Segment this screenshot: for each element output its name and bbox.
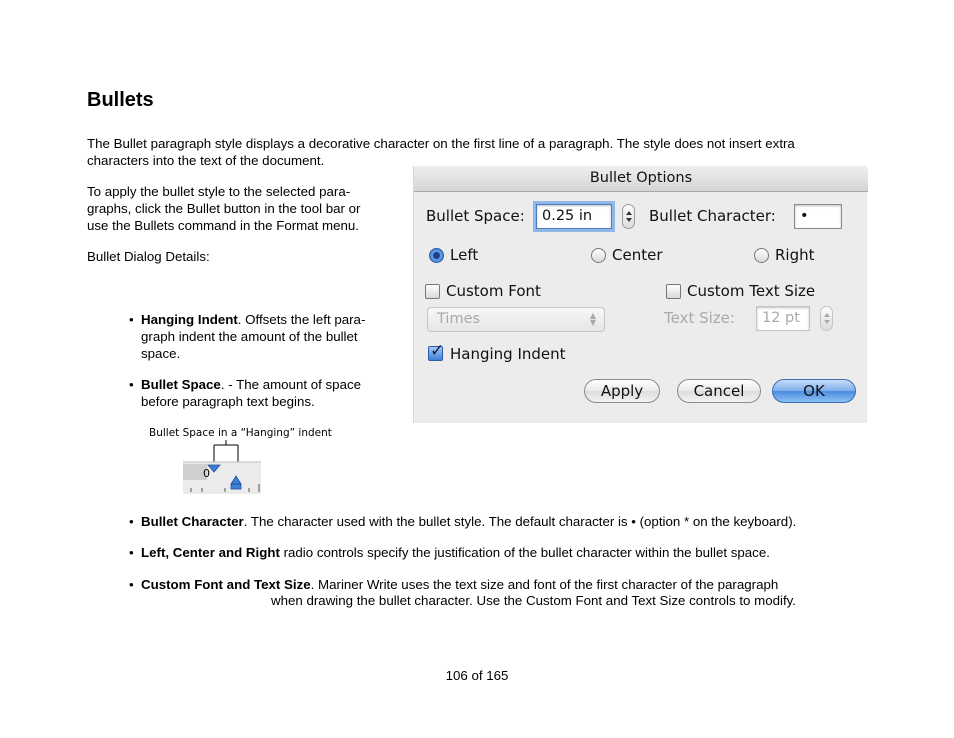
desc-line: radio controls specify the justification of the bullet character within the bullet space. [279, 545, 770, 560]
bullet-options-dialog [413, 166, 867, 423]
apply-line-2: graphs, click the Bullet button in the tool bar or [87, 201, 361, 216]
term: Left, Center and Right [141, 545, 280, 560]
radio-left[interactable] [429, 248, 444, 263]
text-size-input[interactable]: 12 pt [756, 306, 810, 331]
apply-line-1: To apply the bullet style to the selected para- [87, 184, 351, 199]
radio-center-label[interactable]: Center [612, 246, 663, 264]
bullet-character-input[interactable]: • [794, 204, 842, 229]
bullet-glyph: • [129, 312, 134, 327]
text-size-label: Text Size: [664, 309, 735, 327]
custom-font-label[interactable]: Custom Font [446, 282, 541, 300]
stepper-up-icon[interactable] [626, 211, 632, 215]
desc-line: . The character used with the bullet style. The default character is • (option * on the keyboard). [243, 514, 797, 529]
desc-line: . Mariner Write uses the text size and font of the first character of the paragraph [310, 577, 779, 592]
custom-text-size-checkbox[interactable] [666, 284, 681, 299]
apply-line-3: use the Bullets command in the Format menu. [87, 218, 359, 233]
stepper-down-icon[interactable] [824, 320, 830, 324]
custom-font-continuation: when drawing the bullet character. Use the Custom Font and Text Size controls to modify. [271, 593, 796, 608]
checkmark-icon: ✓ [430, 341, 445, 361]
stepper-down-icon[interactable] [626, 218, 632, 222]
intro-line-2: characters into the text of the document. [87, 153, 325, 168]
ruler-figure [183, 440, 263, 496]
cancel-button[interactable]: Cancel [677, 379, 761, 403]
bullet-glyph: • [129, 377, 134, 392]
bullet-glyph: • [129, 545, 134, 560]
intro-line-1: The Bullet paragraph style displays a decorative character on the first line of a paragraph. The style does not insert extra [87, 136, 795, 151]
bullet-space-input[interactable]: 0.25 in [536, 204, 612, 229]
radio-right-label[interactable]: Right [775, 246, 815, 264]
page-title: Bullets [87, 89, 154, 111]
left-indent-handle[interactable] [231, 484, 241, 489]
intro-paragraph [87, 135, 887, 169]
popup-arrows-icon: ▲ ▼ [589, 311, 596, 327]
bullet-space-stepper[interactable] [622, 204, 635, 229]
bullet-glyph: • [129, 577, 134, 592]
bullet-space-label: Bullet Space: [426, 207, 525, 225]
page-number: 106 of 165 [445, 668, 509, 683]
dialog-title[interactable]: Bullet Options [414, 166, 868, 192]
desc-line: . Offsets the left para- [237, 312, 366, 327]
apply-button[interactable]: Apply [584, 379, 660, 403]
ok-button[interactable]: OK [772, 379, 856, 403]
desc-line: before paragraph text begins. [141, 394, 315, 409]
ruler-zero: 0 [203, 467, 210, 480]
desc-line: graph indent the amount of the bullet [141, 329, 358, 344]
radio-right[interactable] [754, 248, 769, 263]
hanging-indent-label[interactable]: Hanging Indent [450, 345, 566, 363]
term: Hanging Indent [141, 312, 238, 327]
term: Bullet Character [141, 514, 244, 529]
text-size-stepper[interactable] [820, 306, 833, 331]
font-popup[interactable] [427, 307, 605, 332]
custom-font-checkbox[interactable] [425, 284, 440, 299]
ruler-caption: Bullet Space in a “Hanging” indent [149, 427, 332, 439]
stepper-up-icon[interactable] [824, 313, 830, 317]
radio-center[interactable] [591, 248, 606, 263]
bullet-character-label: Bullet Character: [649, 207, 776, 225]
radio-left-label[interactable]: Left [450, 246, 479, 264]
desc-line: . - The amount of space [220, 377, 362, 392]
bullet-glyph: • [129, 514, 134, 529]
hanging-indent-checkbox[interactable] [428, 341, 445, 361]
details-label: Bullet Dialog Details: [87, 249, 210, 264]
term: Bullet Space [141, 377, 221, 392]
apply-paragraph [87, 183, 407, 234]
custom-text-size-label[interactable]: Custom Text Size [687, 282, 816, 300]
desc-line: space. [141, 346, 181, 361]
term: Custom Font and Text Size [141, 577, 311, 592]
font-popup-value: Times [437, 311, 481, 327]
